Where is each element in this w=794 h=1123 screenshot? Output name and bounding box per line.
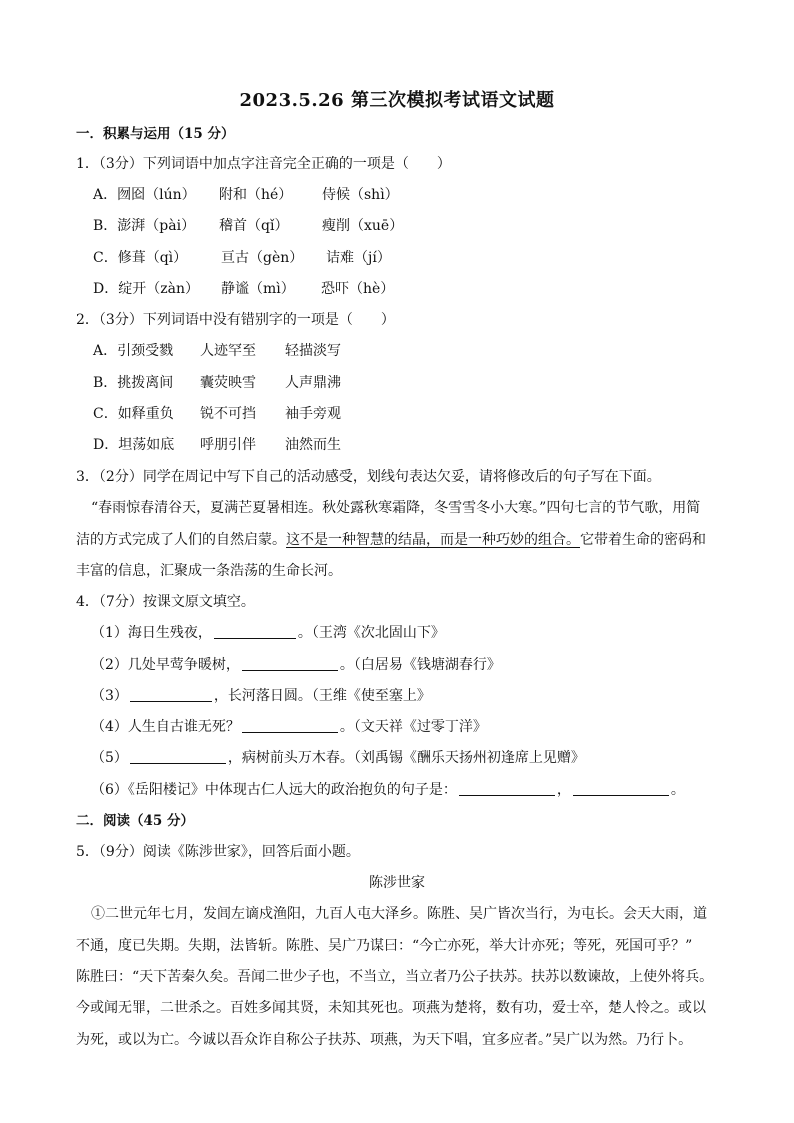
passage-line: 今或闻无罪，二世杀之。百姓多闻其贤，未知其死也。项燕为楚将，数有功，爱士卒，楚人怜之。或以	[76, 1000, 706, 1016]
underlined-sentence: 这不是一种智慧的结晶，而是一种巧妙的组合。	[286, 532, 580, 548]
option-term: 稽首（qǐ）	[219, 218, 289, 234]
answer-blank[interactable]	[242, 718, 338, 733]
answer-blank[interactable]	[130, 749, 226, 764]
option-term: 油然而生	[285, 437, 341, 453]
fill-text: （3）	[91, 688, 128, 704]
fill-item-1	[91, 623, 445, 643]
section-heading-2: 二．阅读（45 分）	[76, 813, 194, 829]
option-term: C．修葺（qì）	[93, 250, 188, 266]
section-heading-1: 一．积累与运用（15 分）	[76, 126, 235, 142]
question-2-option-b	[93, 373, 341, 393]
option-term: 轻描淡写	[285, 343, 341, 359]
option-term: 诘难（jí）	[326, 250, 391, 266]
question-3-passage-line: “春雨惊春清谷天，夏满芒夏暑相连。秋处露秋寒霜降，冬雪雪冬小大寒。”四句七言的节气歌，用简	[91, 500, 701, 516]
fill-text: 。（文天祥《过零丁洋》	[339, 719, 487, 735]
question-1-option-b	[93, 216, 403, 236]
question-3-stem: 3．（2分）同学在周记中写下自己的活动感受，划线句表达欠妥，请将修改后的句子写在下面。	[76, 469, 661, 485]
option-term: 人迹罕至	[200, 343, 256, 359]
passage-text: 洁的方式完成了人们的自然启蒙。	[76, 532, 286, 548]
question-1-stem: 1．（3分）下列词语中加点字注音完全正确的一项是（ ）	[76, 156, 451, 172]
option-term: 侍候（shì）	[322, 187, 399, 203]
option-term: 亘古（gèn）	[221, 250, 304, 266]
fill-text: ，长河落日圆。（王维《使至塞上》	[213, 688, 431, 704]
question-1-option-c	[93, 248, 391, 268]
question-3-passage-line: 丰富的信息，汇聚成一条浩荡的生命长河。	[76, 563, 342, 579]
passage-heading: 陈涉世家	[369, 875, 425, 891]
option-term: 锐不可挡	[200, 406, 256, 422]
option-term: 呼朋引伴	[200, 437, 256, 453]
passage-line: ①二世元年七月，发闾左谪戍渔阳，九百人屯大泽乡。陈胜、吴广皆次当行，为屯长。会天大雨，道	[91, 906, 707, 922]
option-term: A．囫囵（lún）	[93, 187, 196, 203]
page-title: 2023.5.26 第三次模拟考试语文试题	[239, 90, 555, 111]
answer-blank[interactable]	[459, 781, 555, 796]
fill-text: （6）《岳阳楼记》中体现古仁人远大的政治抱负的句子是：	[91, 782, 457, 798]
fill-text: （4）人生自古谁无死？	[91, 719, 240, 735]
answer-blank[interactable]	[242, 656, 338, 671]
option-term: 瘦削（xuē）	[322, 218, 404, 234]
option-term: C．如释重负	[93, 406, 174, 422]
passage-line: 为死，或以为亡。今诚以吾众诈自称公子扶苏、项燕，为天下唱，宜多应者。”吴广以为然。乃行卜。	[76, 1032, 693, 1048]
option-term: D．绽开（zàn）	[93, 281, 199, 297]
question-2-stem: 2．（3分）下列词语中没有错别字的一项是（ ）	[76, 312, 395, 328]
question-3-passage-line	[76, 530, 706, 550]
question-4-stem: 4．（7分）按课文原文填空。	[76, 594, 255, 610]
fill-text: 。（白居易《钱塘湖春行》	[339, 657, 501, 673]
question-2-option-d	[93, 435, 341, 455]
fill-text: （5）	[91, 750, 128, 766]
fill-item-2	[91, 655, 501, 675]
option-term: 人声鼎沸	[285, 375, 341, 391]
option-term: 静谧（mì）	[221, 281, 295, 297]
question-2-option-a	[93, 341, 341, 361]
question-5-stem: 5．（9分）阅读《陈涉世家》，回答后面小题。	[76, 844, 360, 860]
option-term: 恐吓（hè）	[321, 281, 395, 297]
fill-text: （1）海日生残夜，	[91, 625, 212, 641]
option-term: 袖手旁观	[285, 406, 341, 422]
option-term: B．挑拨离间	[93, 375, 174, 391]
fill-text: （2）几处早莺争暖树，	[91, 657, 240, 673]
question-1-option-d	[93, 279, 394, 299]
fill-item-4	[91, 717, 487, 737]
answer-blank[interactable]	[130, 687, 212, 702]
option-term: B．澎湃（pài）	[93, 218, 196, 234]
option-term: 附和（hé）	[219, 187, 293, 203]
passage-line: 陈胜曰：“天下苦秦久矣。吾闻二世少子也，不当立，当立者乃公子扶苏。扶苏以数谏故，上使外将兵。	[76, 969, 714, 985]
passage-text: 它带着生命的密码和	[580, 532, 706, 548]
question-2-option-c	[93, 404, 341, 424]
option-term: A．引颈受戮	[93, 343, 174, 359]
option-term: 囊荧映雪	[200, 375, 256, 391]
answer-blank[interactable]	[214, 624, 296, 639]
fill-text: 。	[670, 782, 685, 798]
fill-item-6	[91, 780, 685, 800]
fill-text: ，病树前头万木春。（刘禹锡《酬乐天扬州初逢席上见赠》	[227, 750, 585, 766]
question-1-option-a	[93, 185, 399, 205]
passage-line: 不通，度已失期。失期，法皆斩。陈胜、吴广乃谋曰：“今亡亦死，举大计亦死；等死，死国可乎？”	[76, 938, 693, 954]
fill-item-5	[91, 748, 585, 768]
fill-text: ，	[556, 782, 571, 798]
fill-text: 。（王湾《次北固山下》	[297, 625, 445, 641]
option-term: D．坦荡如底	[93, 437, 175, 453]
answer-blank[interactable]	[573, 781, 669, 796]
fill-item-3	[91, 686, 431, 706]
